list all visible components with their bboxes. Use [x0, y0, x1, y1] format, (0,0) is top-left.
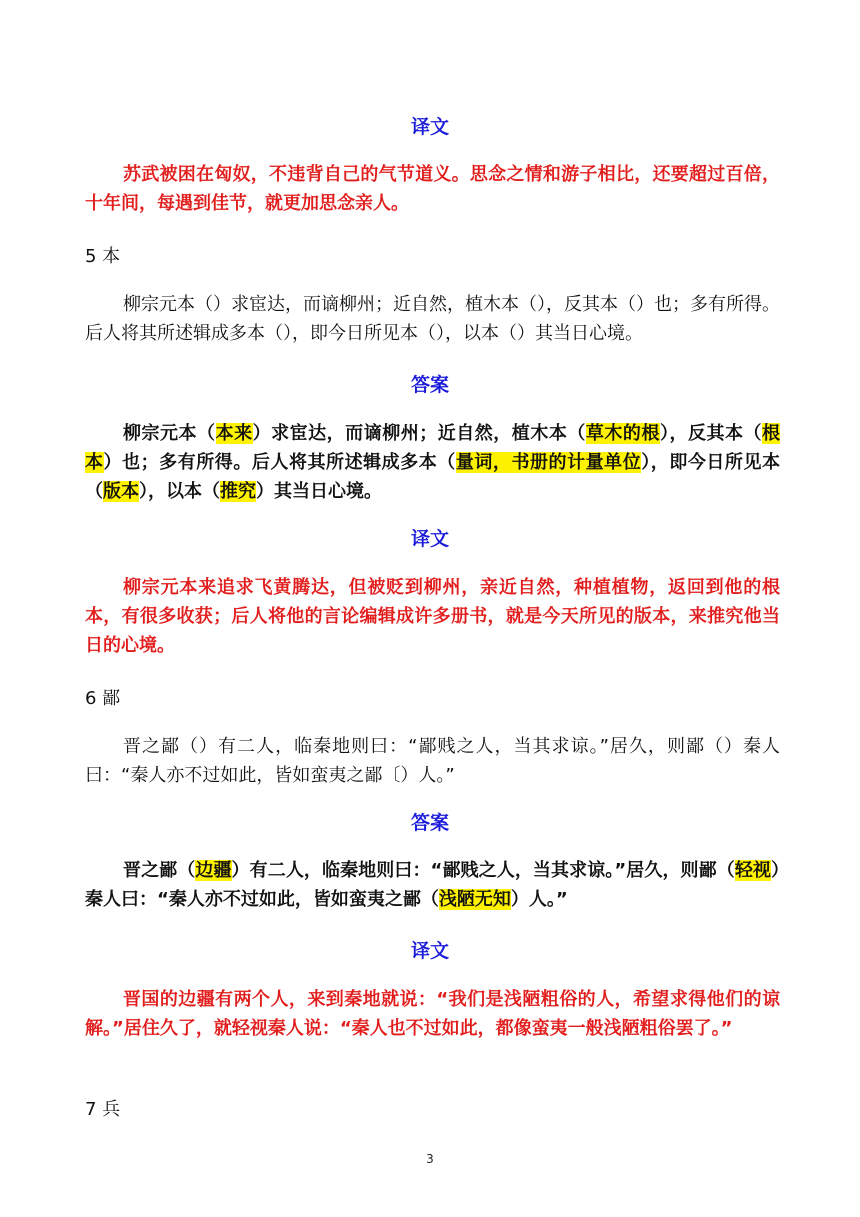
answer-highlight: 推究: [220, 481, 256, 502]
translation-text-5: 柳宗元本来追求飞黄腾达，但被贬到柳州，亲近自然，种植植物，返回到他的根本，有很多收获；后人将他的言论编辑成许多册书，就是今天所见的版本，来推究他当日的心境。: [85, 577, 780, 656]
answer-highlight: 草木的根: [585, 423, 660, 444]
translation-text-4: 苏武被困在匈奴，不违背自己的气节道义。思念之情和游子相比，还要超过百倍，十年间，每遇到佳节，就更加思念亲人。: [85, 164, 780, 214]
answer-highlight: 本来: [215, 423, 253, 444]
item-title-5: 5 本: [85, 246, 121, 267]
answer-highlight: 根本: [85, 423, 781, 473]
item-title-7: 7 兵: [85, 1099, 121, 1120]
answer-highlight: 浅陋无知: [438, 889, 511, 910]
item-title-6: 6 鄙: [85, 688, 121, 709]
answer-text-5: 柳宗元本（本来）求宦达，而谪柳州；近自然，植木本（草木的根），反其本（根本）也；多有所得。后人将其所述辑成多本（量词，书册的计量单位），即今日所见本（版本），以本（推究）其当日心境。: [85, 423, 781, 502]
translation-heading-4: 译文: [410, 116, 449, 138]
answer-highlight: 量词，书册的计量单位: [455, 452, 642, 473]
question-text-6: 晋之鄙（）有二人，临秦地则曰：“鄙贱之人，当其求谅。”居久，则鄙（）秦人曰：“秦人亦不过如此，皆如蛮夷之鄙〔）人。”: [85, 736, 780, 786]
translation-heading-5: 译文: [410, 528, 449, 550]
page-number: 3: [426, 1152, 434, 1166]
answer-highlight: 边疆: [195, 860, 232, 881]
translation-text-6: 晋国的边疆有两个人，来到秦地就说：“我们是浅陋粗俗的人，希望求得他们的谅解。”居住久了，就轻视秦人说：“秦人也不过如此，都像蛮夷一般浅陋粗俗罢了。”: [85, 989, 780, 1039]
answer-heading-5: 答案: [410, 374, 449, 396]
question-text-5: 柳宗元本（）求宦达，而谪柳州；近自然，植木本（），反其本（）也；多有所得。后人将其所述辑成多本（），即今日所见本（），以本（）其当日心境。: [85, 294, 780, 344]
answer-text-6: 晋之鄙（边疆）有二人，临秦地则曰：“鄙贱之人，当其求谅。”居久，则鄙（轻视）秦人曰：“秦人亦不过如此，皆如蛮夷之鄙（浅陋无知）人。”: [85, 860, 780, 910]
answer-highlight: 版本: [103, 481, 139, 502]
answer-heading-6: 答案: [410, 812, 449, 834]
answer-highlight: 轻视: [734, 860, 771, 881]
translation-heading-6: 译文: [410, 940, 449, 962]
